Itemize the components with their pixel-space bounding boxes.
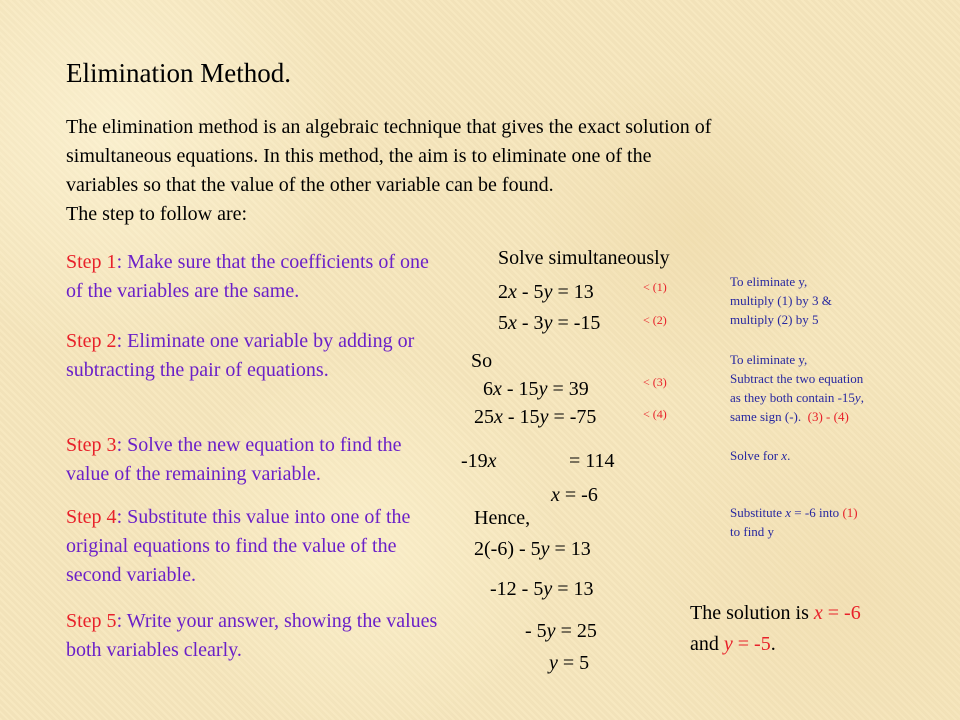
intro-line: variables so that the value of the other variable can be found. <box>66 174 554 196</box>
step-label: Step 5 <box>66 610 117 632</box>
difference-result: = 114 <box>569 450 615 472</box>
step-5 <box>66 607 446 665</box>
note-solve-x: Solve for x. <box>730 448 791 463</box>
step-label: Step 4 <box>66 506 117 528</box>
equation-ref: < (3) <box>643 375 667 389</box>
equation-ref: < (4) <box>643 407 667 421</box>
so-label: So <box>471 350 493 372</box>
intro-line: simultaneous equations. In this method, the aim is to eliminate one of the <box>66 145 652 167</box>
step-label: Step 1 <box>66 251 117 273</box>
equation-ref: < (1) <box>643 280 667 294</box>
worked-heading: Solve simultaneously <box>498 247 670 269</box>
step-1 <box>66 248 446 306</box>
step-text: : Write your answer, showing the values both variables clearly. <box>66 610 438 661</box>
step-text: : Eliminate one variable by adding or subtracting the pair of equations. <box>66 330 415 381</box>
step-text: : Solve the new equation to find the value of the remaining variable. <box>66 434 402 485</box>
intro-paragraph <box>66 113 866 229</box>
substitution-1: 2(-6) - 5y = 13 <box>474 538 591 560</box>
hence-label: Hence, <box>474 507 531 529</box>
y-value: y = 5 <box>549 652 590 674</box>
step-label: Step 3 <box>66 434 117 456</box>
substitution-2: -12 - 5y = 13 <box>490 578 594 600</box>
equation-2: 5x - 3y = -15 <box>498 312 601 334</box>
step-2 <box>66 327 446 385</box>
equation-ref: < (2) <box>643 313 667 327</box>
page-title: Elimination Method. <box>66 58 291 88</box>
note-eliminate-subtract: To eliminate y, Subtract the two equation as they both contain -15y, same sign (-). (3) - (4) <box>730 352 864 424</box>
intro-line: The elimination method is an algebraic technique that gives the exact solution of <box>66 116 712 138</box>
x-value: x = -6 <box>551 484 598 506</box>
intro-line: The step to follow are: <box>66 203 248 225</box>
equation-3: 6x - 15y = 39 <box>483 378 589 400</box>
equation-1: 2x - 5y = 13 <box>498 281 594 303</box>
solution-statement: The solution is x = -6 and y = -5. <box>690 602 861 655</box>
equation-4: 25x - 15y = -75 <box>474 406 597 428</box>
step-text: : Make sure that the coefficients of one of the variables are the same. <box>66 251 429 302</box>
step-3 <box>66 431 446 489</box>
substitution-3: - 5y = 25 <box>525 620 597 642</box>
difference-equation: -19x <box>461 450 497 472</box>
step-text: : Substitute this value into one of the original equations to find the value of the second variable. <box>66 506 411 586</box>
note-substitute: Substitute x = -6 into (1) to find y <box>730 505 858 539</box>
step-4 <box>66 503 446 590</box>
step-label: Step 2 <box>66 330 117 352</box>
note-eliminate-multiply: To eliminate y, multiply (1) by 3 & multiply (2) by 5 <box>730 274 832 327</box>
